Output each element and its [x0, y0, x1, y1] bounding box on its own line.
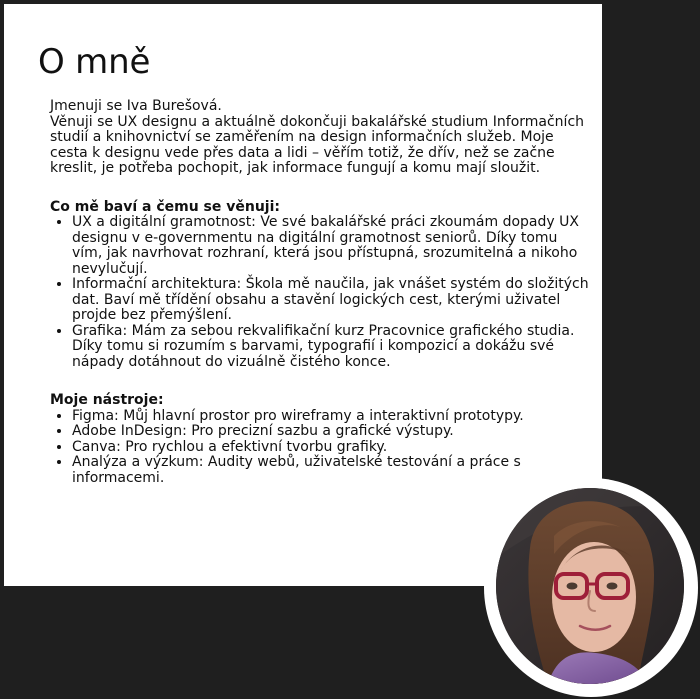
tool-item-canva: • Canva: Pro rychlou a efektivní tvorbu grafiky.	[72, 440, 590, 456]
page-title: O mně	[38, 42, 151, 82]
profile-photo	[496, 488, 684, 684]
intro-paragraph: Věnuji se UX designu a aktuálně dokončuji bakalářské studium Informačních studií a knihovnictví se zaměřením na design informačních služeb. Moje cesta k designu vede přes data a lidi – věřím totiž, že dřív, než se začne kreslit, je potřeba pochopit, jak informace fungují a komu mají sloužit.	[50, 113, 585, 176]
interests-heading: Co mě baví a čemu se věnuji:	[50, 198, 280, 215]
interest-item-graphics: • Grafika: Mám za sebou rekvalifikační kurz Pracovnice grafického studia. Díky tomu si rozumím s barvami, typografií i kompozicí a dokážu své nápady dotáhnout do vizuálně čistého konce.	[72, 324, 590, 371]
interest-item-ux: • UX a digitální gramotnost: Ve své bakalářské práci zkoumám dopady UX designu v e-governmentu na digitální gramotnost seniorů. Díky tomu vím, jak navrhovat rozhraní, která jsou přístupná, srozumitelná a nikoho nevylučují.	[72, 215, 590, 277]
tools-list	[50, 409, 590, 487]
interest-item-information-architecture: • Informační architektura: Škola mě naučila, jak vnášet systém do složitých dat. Baví mě třídění obsahu a stavění logických cest, kterými uživatel projde bez přemýšlení.	[72, 277, 590, 324]
interests-list	[50, 215, 590, 370]
intro-name-line: Jmenuji se Iva Burešová.	[50, 98, 222, 114]
tool-item-research: • Analýza a výzkum: Audity webů, uživatelské testování a práce s informacemi.	[72, 455, 590, 486]
tools-heading: Moje nástroje:	[50, 392, 164, 408]
portrait-illustration	[496, 488, 684, 684]
profile-photo-frame	[484, 478, 698, 697]
tool-item-indesign: • Adobe InDesign: Pro precizní sazbu a grafické výstupy.	[72, 424, 590, 440]
about-card	[4, 4, 602, 586]
about-content	[50, 99, 590, 486]
tool-item-figma: • Figma: Můj hlavní prostor pro wireframy a interaktivní prototypy.	[72, 409, 590, 425]
